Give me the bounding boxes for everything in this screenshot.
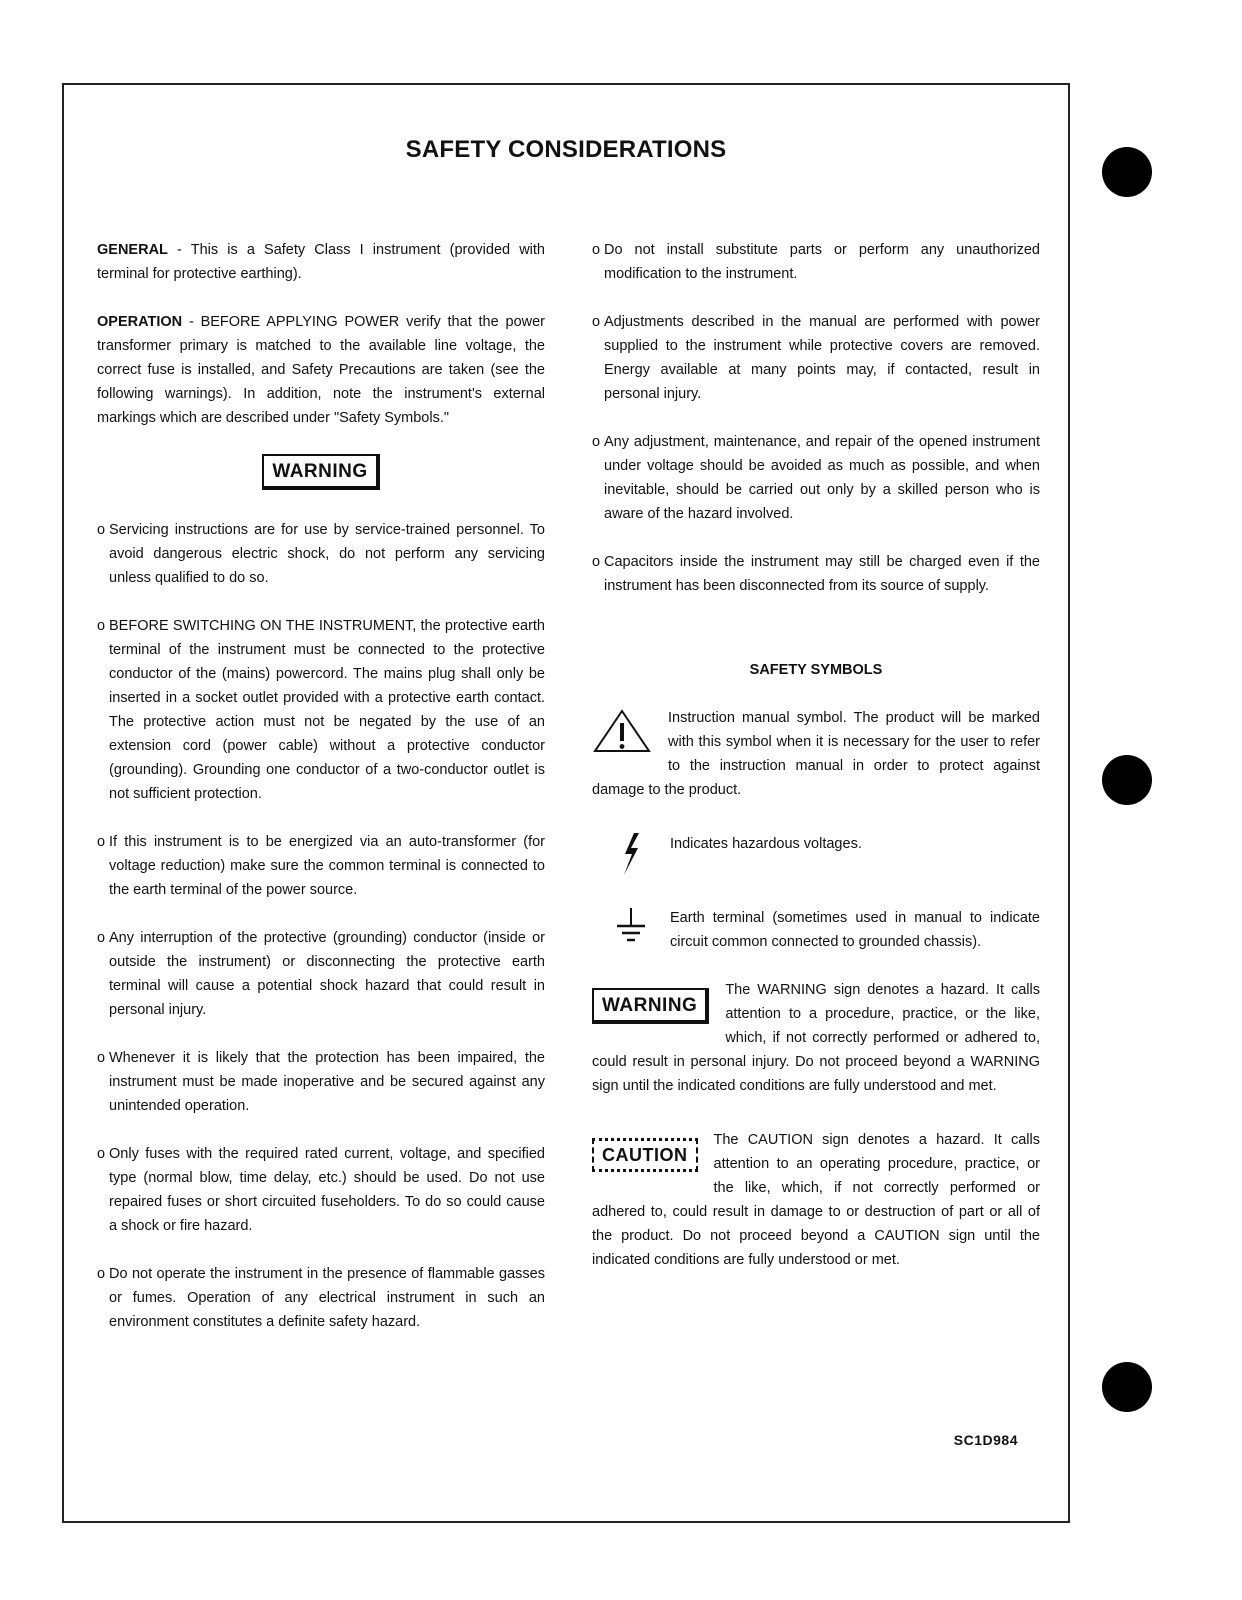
punch-hole-bottom xyxy=(1102,1362,1152,1412)
instruction-manual-icon xyxy=(592,708,652,762)
symbol-voltage-text: Indicates hazardous voltages. xyxy=(670,836,862,852)
document-code: SC1D984 xyxy=(953,1432,1018,1448)
operation-paragraph xyxy=(97,310,545,430)
symbol-earth-text: Earth terminal (sometimes used in manual to indicate circuit common connected to grounded chassis). xyxy=(670,910,1040,950)
bullet-mark: o xyxy=(592,434,601,450)
bullet-mark: o xyxy=(592,242,601,258)
warning-sign: WARNING xyxy=(262,454,379,490)
bullet-mark: o xyxy=(97,522,106,538)
lightning-icon xyxy=(592,832,670,876)
operation-lead: OPERATION xyxy=(97,314,183,330)
warning-sign: WARNING xyxy=(592,988,709,1024)
list-item: o Do not install substitute parts or perform any unauthorized modification to the instrument. xyxy=(592,238,1040,286)
bullet-mark: o xyxy=(97,1266,106,1282)
general-paragraph xyxy=(97,238,545,286)
symbol-manual-text: Instruction manual symbol. The product will be marked with this symbol when it is necessary for the user to refer to the instruction manual in order to protect against damage to the product. xyxy=(592,710,1040,798)
right-column xyxy=(592,238,1040,1296)
operation-text: - BEFORE APPLYING POWER verify that the power transformer primary is matched to the available line voltage, the correct fuse is installed, and Safety Precautions are taken (see the following warnings). In addition, note the instrument's external markings which are described under "Safety Symbols." xyxy=(97,314,545,426)
list-item: o Any adjustment, maintenance, and repair of the opened instrument under voltage should be avoided as much as possible, and when inevitable, should be carried out only by a skilled person who is aware of the hazard involved. xyxy=(592,430,1040,526)
warning-sign-container xyxy=(592,988,709,1024)
bullet-mark: o xyxy=(97,930,106,946)
safety-symbols-heading: SAFETY SYMBOLS xyxy=(749,662,883,678)
list-item: o Capacitors inside the instrument may still be charged even if the instrument has been disconnected from its source of supply. xyxy=(592,550,1040,598)
caution-sign: CAUTION xyxy=(592,1138,698,1172)
bullet-mark: o xyxy=(592,554,601,570)
symbol-earth-row xyxy=(592,906,1040,954)
caution-definition-block xyxy=(592,1128,1040,1272)
caution-definition-text: The CAUTION sign denotes a hazard. It calls attention to an operating procedure, practice, or the like, which, if not correctly performed or adhered to, could result in damage to or destruction of part or all of the product. Do not proceed beyond a CAUTION sign until the indicated conditions are fully understood or met. xyxy=(592,1132,1040,1268)
list-item: o Adjustments described in the manual are performed with power supplied to the instrument while protective covers are removed. Energy available at many points may, if contacted, result in personal injury. xyxy=(592,310,1040,406)
list-item: o Do not operate the instrument in the presence of flammable gasses or fumes. Operation of any electrical instrument in such an environment constitutes a definite safety hazard. xyxy=(97,1262,545,1334)
warning-definition-block xyxy=(592,978,1040,1098)
page-title: SAFETY CONSIDERATIONS xyxy=(405,136,727,163)
earth-ground-icon xyxy=(592,906,670,946)
symbol-manual-block xyxy=(592,706,1040,802)
left-column xyxy=(97,238,545,1358)
list-item: o Any interruption of the protective (grounding) conductor (inside or outside the instrument) or disconnecting the protective earth terminal will cause a potential shock hazard that could result in personal injury. xyxy=(97,926,545,1022)
list-item: o BEFORE SWITCHING ON THE INSTRUMENT, the protective earth terminal of the instrument must be connected to the protective conductor of the (mains) powercord. The mains plug shall only be inserted in a socket outlet provided with a protective earth contact. The protective action must not be negated by the use of an extension cord (power cable) without a protective conductor (grounding). Grounding one conductor of a two-conductor outlet is not sufficient protection. xyxy=(97,614,545,806)
warning-definition-text: The WARNING sign denotes a hazard. It calls attention to a procedure, practice, or the like, which, if not correctly performed or adhered to, could result in personal injury. Do not proceed beyond a WARNING sign until the indicated conditions are fully understood and met. xyxy=(592,982,1040,1094)
list-item: o Servicing instructions are for use by service-trained personnel. To avoid dangerous electric shock, do not perform any servicing unless qualified to do so. xyxy=(97,518,545,590)
symbol-voltage-row xyxy=(592,832,1040,876)
list-item: o Whenever it is likely that the protection has been impaired, the instrument must be made inoperative and be secured against any unintended operation. xyxy=(97,1046,545,1118)
bullet-mark: o xyxy=(97,1146,106,1162)
general-lead: GENERAL xyxy=(97,242,168,258)
bullet-mark: o xyxy=(97,834,106,850)
list-item: o Only fuses with the required rated current, voltage, and specified type (normal blow, time delay, etc.) should be used. Do not use repaired fuses or short circuited fuseholders. To do so could cause a shock or fire hazard. xyxy=(97,1142,545,1238)
punch-hole-middle xyxy=(1102,755,1152,805)
caution-sign-container xyxy=(592,1138,698,1172)
warning-sign-container xyxy=(97,454,545,490)
bullet-mark: o xyxy=(97,618,106,634)
bullet-mark: o xyxy=(592,314,601,330)
list-item: o If this instrument is to be energized via an auto-transformer (for voltage reduction) make sure the common terminal is connected to the earth terminal of the power source. xyxy=(97,830,545,902)
bullet-mark: o xyxy=(97,1050,106,1066)
punch-hole-top xyxy=(1102,147,1152,197)
general-text: - This is a Safety Class I instrument (provided with terminal for protective earthing). xyxy=(97,242,545,282)
